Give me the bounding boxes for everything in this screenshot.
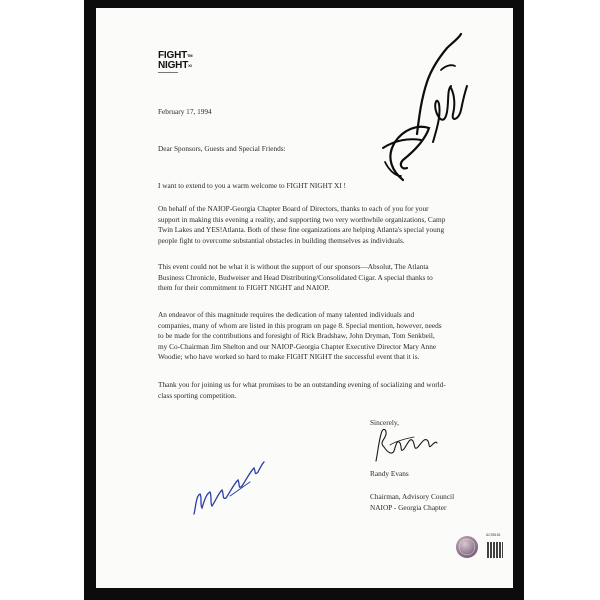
- randy-evans-signature: [370, 425, 440, 465]
- paragraph-endeavor: An endeavor of this magnitude requires the dedication of many talented individuals and companies, many of whom are listed in this program on page 8. Special mention, however, needs to be made for the contributions and foresight of Rick Bradshaw, John Dryman, Tom Senkbeil, my Co-Chairman Jim Shelton and our NAIOP-Georgia Chapter Executive Director Mary Anne Woodie; who have worked so hard to make FIGHT NIGHT the successful event that it is.: [158, 310, 442, 361]
- paragraph-closing: Thank you for joining us for what promises to be an outstanding evening of socializing and world- class sporting competition.: [158, 380, 446, 400]
- signer-title: Chairman, Advisory Council: [370, 492, 455, 501]
- black-marker-autograph: [355, 30, 475, 210]
- letter-date: February 17, 1994: [158, 107, 212, 116]
- closing-sincerely: Sincerely,: [370, 418, 399, 427]
- authentication-id: AC95151: [486, 533, 501, 537]
- authentication-hologram-sticker: [456, 536, 478, 558]
- paragraph-thanks: On behalf of the NAIOP-Georgia Chapter Board of Directors, thanks to each of you for your support in making this evening a reality, and supporting two very worthwhile organizations, Camp Twin Lakes and YES!Atlanta. Both of these fine organizations are helping Atlanta's special young people fight to overcome substantial obstacles in building themselves as individuals.: [158, 204, 446, 245]
- salutation: Dear Sponsors, Guests and Special Friends:: [158, 144, 286, 153]
- paragraph-welcome: I want to extend to you a warm welcome to FIGHT NIGHT XI !: [158, 181, 346, 190]
- signer-name: Randy Evans: [370, 469, 409, 478]
- fight-night-logo: FIGHT™ $NIGHT^{XI}$: [158, 50, 193, 71]
- paragraph-sponsors: This event could not be what it is without the support of our sponsors—Absolut, The Atlanta Business Chronicle, Budweiser and Head Distributing/Consolidated Cigar. A special thanks to them for their commitment to FIGHT NIGHT and NAIOP.: [158, 262, 433, 292]
- qr-code-icon: [487, 542, 503, 558]
- logo-underline: [158, 72, 178, 73]
- blue-ink-autograph: [190, 450, 270, 520]
- signer-organization: NAIOP - Georgia Chapter: [370, 503, 447, 512]
